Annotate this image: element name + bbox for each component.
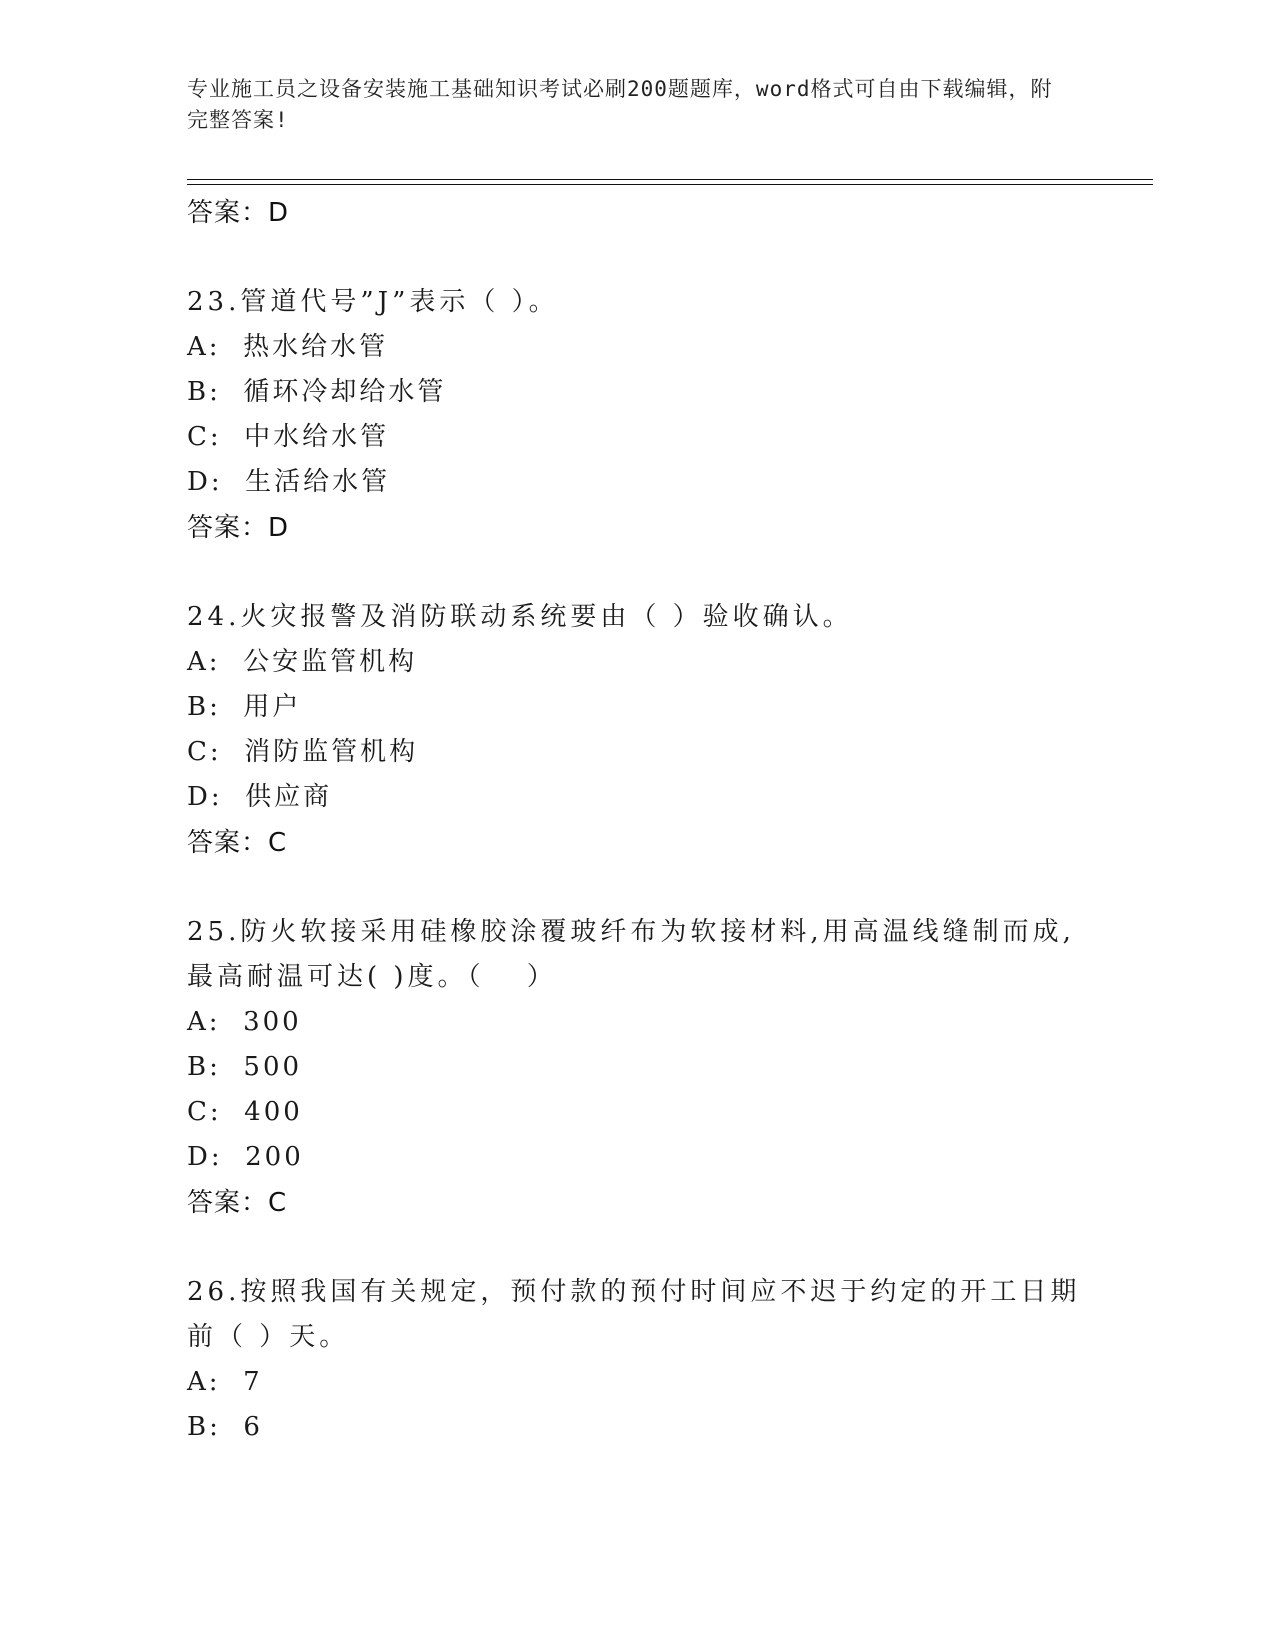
option-c: C: 消防监管机构: [187, 737, 419, 767]
option-b: B: 500: [187, 1052, 303, 1082]
option-c: C: 400: [187, 1097, 303, 1127]
option-a: A: 7: [187, 1367, 263, 1397]
option-a: A: 热水给水管: [187, 332, 389, 362]
question-stem: 26.按照我国有关规定，预付款的预付时间应不迟于约定的开工日期前（ ）天。: [187, 1277, 1081, 1352]
option-d: D: 供应商: [187, 782, 333, 812]
header-divider-top: [187, 179, 1153, 180]
answer-line: 答案：D: [187, 513, 290, 543]
option-a: A: 300: [187, 1007, 302, 1037]
option-b: B: 6: [187, 1412, 263, 1442]
question-list: [187, 190, 1087, 1450]
option-d: D: 200: [187, 1142, 304, 1172]
option-d: D: 生活给水管: [187, 467, 391, 497]
option-a: A: 公安监管机构: [187, 647, 418, 677]
question-stem: 23.管道代号”J”表示（ ）。: [187, 287, 559, 317]
option-b: B: 循环冷却给水管: [187, 377, 447, 407]
document-header-title: 专业施工员之设备安装施工基础知识考试必刷200题题库，word格式可自由下载编辑，附完整答案!: [187, 77, 1053, 132]
header-divider-bottom: [187, 184, 1153, 185]
question-stem: 25.防火软接采用硅橡胶涂覆玻纤布为软接材料,用高温线缝制而成,最高耐温可达( )度。（ ）: [187, 917, 1075, 992]
answer-line: 答案：C: [187, 828, 288, 858]
answer-line: 答案：C: [187, 1188, 288, 1218]
option-c: C: 中水给水管: [187, 422, 390, 452]
option-b: B: 用户: [187, 692, 302, 722]
answer-line: 答案：D: [187, 198, 290, 228]
question-stem: 24.火灾报警及消防联动系统要由（ ）验收确认。: [187, 602, 853, 632]
